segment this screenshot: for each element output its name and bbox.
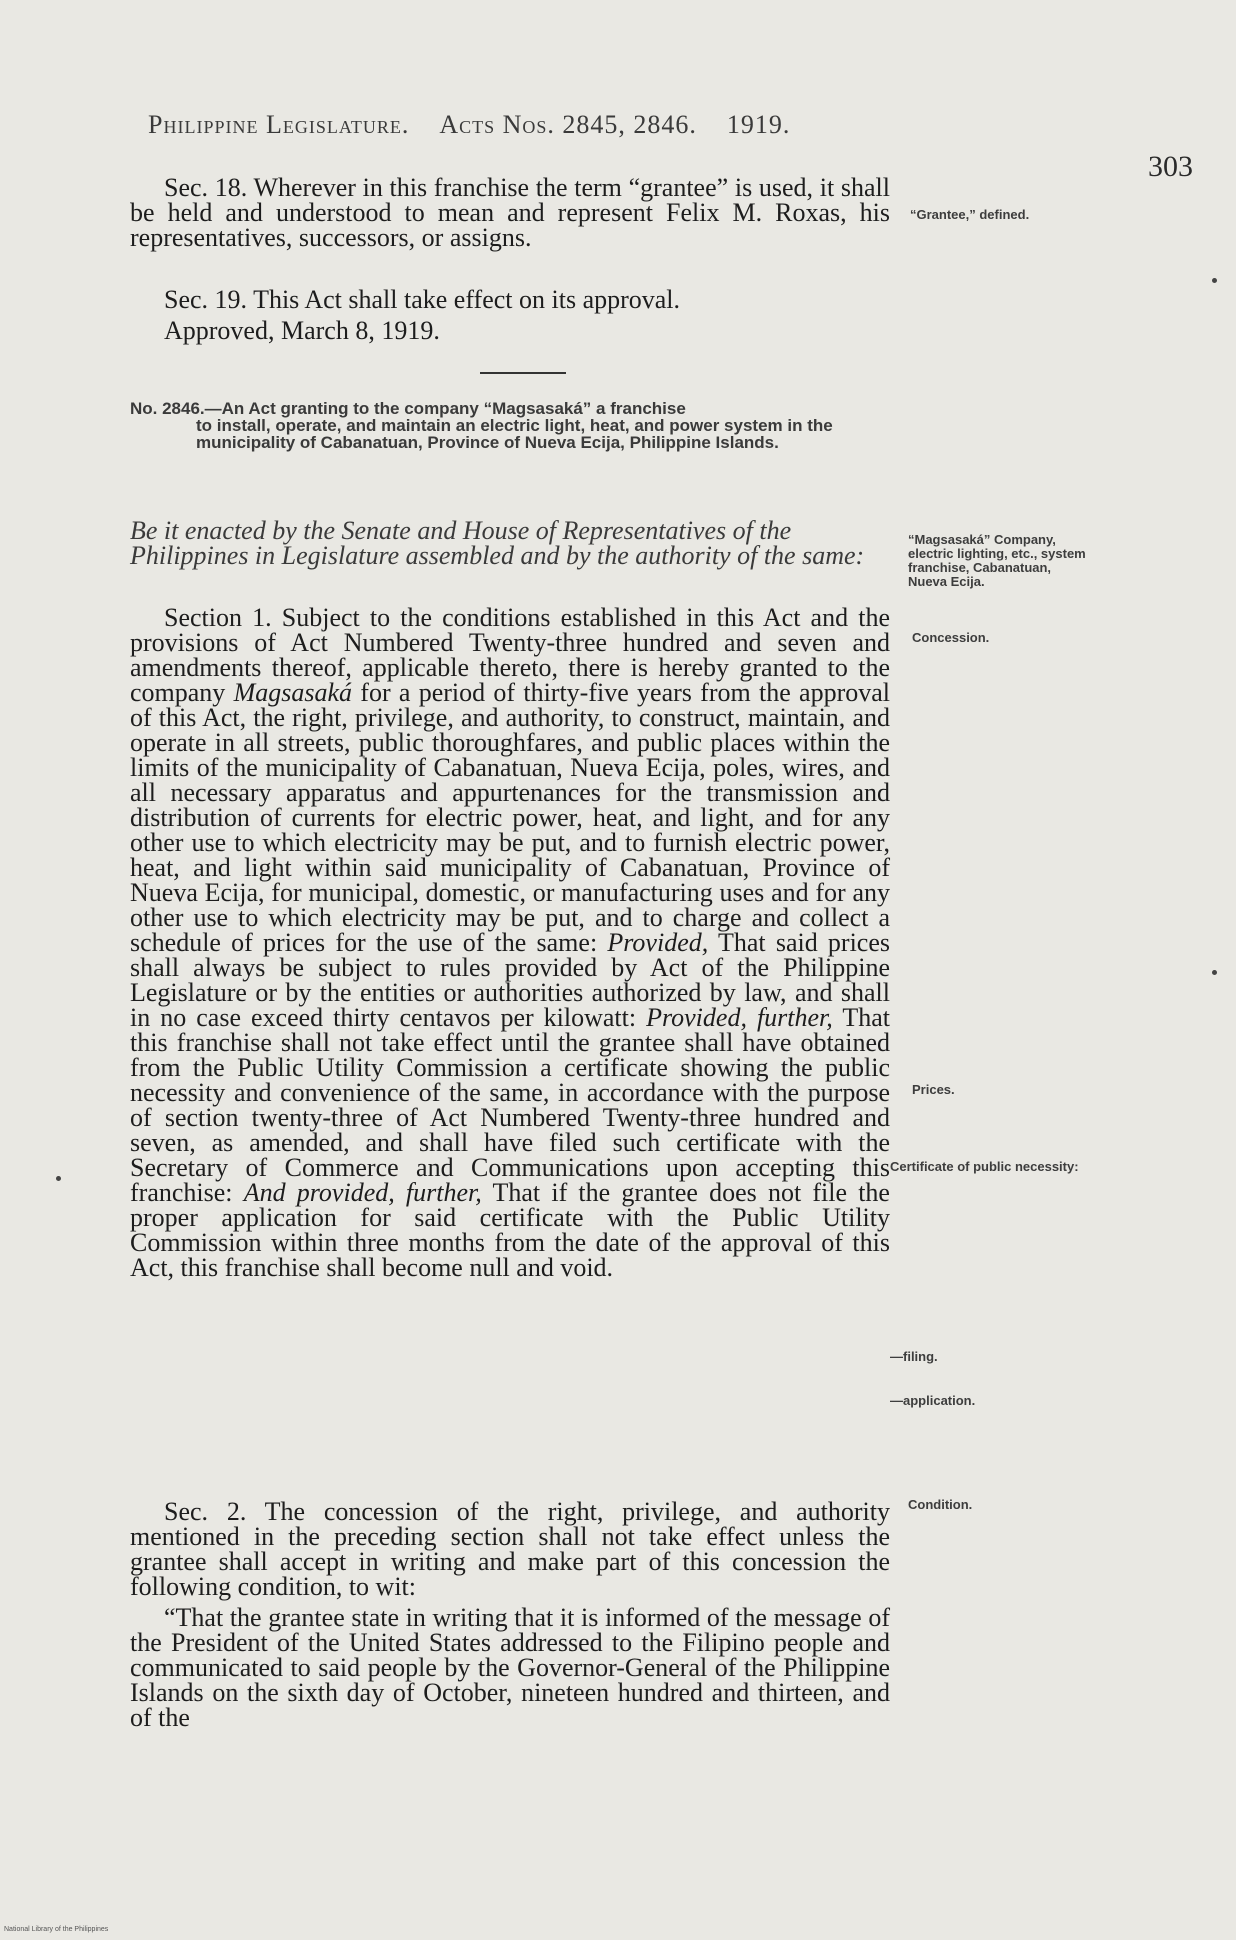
margin-note-franchise: “Magsasaká” Company, electric lighting, etc., system franchise, Cabanatuan, Nueva Ecija. xyxy=(908,532,1086,589)
quoted-condition xyxy=(130,1605,890,1730)
section-1 xyxy=(130,605,890,1280)
section-2 xyxy=(130,1499,890,1599)
proviso-1: Provided, xyxy=(607,928,709,957)
margin-note-prices: Prices. xyxy=(912,1082,955,1097)
margin-note-concession: Concession. xyxy=(912,630,990,645)
section-1-part-5: That if the grantee does not file the proper application for said certificate with the Public Utility Commission within three months from the date of the approval of this Act, this franchise shall become null and void. xyxy=(130,1178,890,1282)
section-2-text: Sec. 2. The concession of the right, privilege, and authority mentioned in the preceding section shall not take effect unless the grantee shall accept in writing and make part of this concession the following condition, to wit: xyxy=(130,1497,890,1601)
section-19 xyxy=(130,287,890,312)
section-1-text xyxy=(130,605,890,1280)
section-1-part-2: for a period of thirty-five years from the approval of this Act, the right, privilege, and authority, to construct, maintain, and operate in all streets, public thoroughfares, and public places within the limits of the municipality of Cabanatuan, Nueva Ecija, poles, wires, and all necessary apparatus and appurtenances for the transmission and distribution of currents for electric power, heat, and light, and for any other use to which electricity may be put, and to furnish electric power, heat, and light within said municipality of Cabanatuan, Province of Nueva Ecija, for municipal, domestic, or manufacturing uses and for any other use to which electricity may be put, and to charge and collect a schedule of prices for the use of the same: xyxy=(130,678,891,957)
approval-date: Approved, March 8, 1919. xyxy=(164,316,440,345)
margin-note-application: —application. xyxy=(890,1393,976,1408)
section-18-text: Sec. 18. Wherever in this franchise the term “grantee” is used, it shall be held and understood to mean and represent Felix M. Roxas, his representatives, successors, or assigns. xyxy=(130,173,890,252)
margin-note-filing: —filing. xyxy=(890,1349,938,1364)
scan-speck xyxy=(56,1176,61,1181)
running-head-acts: Acts Nos. 2845, 2846. xyxy=(439,110,697,139)
section-1-part-4: That this franchise shall not take effect until the grantee shall have obtained from the Public Utility Commission a certificate showing the public necessity and convenience of the same, in accordance with the purpose of section twenty-three of Act Numbered Twenty-three hundred and seven, as amended, and shall have filed such certificate with the Secretary of Commerce and Communications upon accepting this franchise: xyxy=(130,1003,890,1207)
section-divider xyxy=(480,372,566,374)
section-19-text: Sec. 19. This Act shall take effect on its approval. xyxy=(164,285,681,314)
running-header xyxy=(148,110,908,140)
act-2846-title xyxy=(130,400,890,451)
proviso-3: And provided, further, xyxy=(243,1178,482,1207)
scan-speck xyxy=(1212,970,1217,975)
section-18 xyxy=(130,175,890,250)
margin-note-condition: Condition. xyxy=(908,1497,973,1512)
running-head-title: Philippine Legislature. xyxy=(148,110,410,139)
quoted-condition-text: “That the grantee state in writing that it is informed of the message of the President of the United States addressed to the Filipino people and communicated to said people by the Governor-General of the Philippine Islands on the sixth day of October, nineteen hundred and thirteen, and of the xyxy=(130,1603,890,1732)
enacting-clause: Be it enacted by the Senate and House of Representatives of the Philippines in Legislature assembled and by the authority of the same: xyxy=(130,516,865,570)
margin-note-grantee: “Grantee,” defined. xyxy=(910,207,1030,222)
section-1-part-1: Section 1. Subject to the conditions established in this Act and the provisions of Act Numbered Twenty-three hundred and seven and amendments thereof, applicable thereto, there is hereby granted to the company xyxy=(130,603,890,707)
section-1-part-3: That said prices shall always be subject to rules provided by Act of the Philippine Legislature or by the entities or authorities authorized by law, and shall in no case exceed thirty centavos per kilowatt: xyxy=(130,928,890,1032)
scan-speck xyxy=(1212,278,1217,283)
margin-note-certificate: Certificate of public necessity: xyxy=(890,1159,1079,1174)
act-title-line-1: No. 2846.—An Act granting to the company “Magsasaká” a franchise xyxy=(130,399,686,418)
act-title-line-2: to install, operate, and maintain an electric light, heat, and power system in the municipality of Cabanatuan, Province of Nueva Ecija, Philippine Islands. xyxy=(196,416,833,452)
company-name: Magsasaká xyxy=(233,678,353,707)
approval-line xyxy=(130,318,890,343)
footer-credit: National Library of the Philippines xyxy=(4,1926,109,1933)
running-head-year: 1919. xyxy=(726,110,791,139)
proviso-2: Provided, further, xyxy=(646,1003,833,1032)
page-number: 303 xyxy=(1148,150,1193,183)
